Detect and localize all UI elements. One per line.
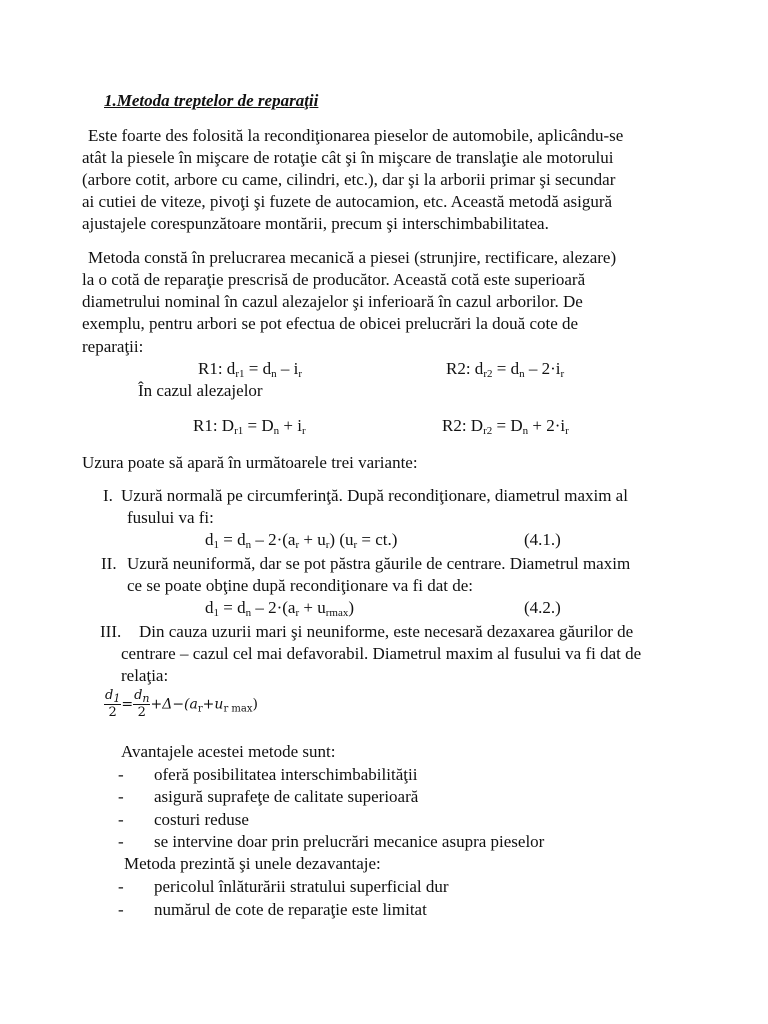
case1-line-1: Uzură normală pe circumferinţă. După recondiţionare, diametrul maxim al (121, 486, 628, 505)
disadvantage-item: - numărul de cote de reparaţie este limitat (118, 900, 427, 919)
case2-line-2: ce se poate obţine după recondiţionare va fi dat de: (127, 576, 473, 595)
advantages-heading: Avantajele acestei metode sunt: (121, 742, 336, 761)
para2-line-1: Metoda constă în prelucrarea mecanică a piesei (strunjire, rectificare, alezare) (88, 248, 617, 267)
shaft-r2-formula: R2: $d_{r2} = d_n - 2\cdot i_r$ (446, 359, 565, 380)
para1-line-5: ajustajele corespunzătoare montării, precum şi interschimbabilitatea. (82, 214, 549, 233)
fraction-d1-over-2: $\frac{d_1}{2}$ (105, 688, 121, 720)
para1-line-1: Este foarte des folosită la recondiţionarea pieselor de automobile, aplicându-se (88, 126, 624, 145)
case3-line-3: relaţia: (121, 666, 169, 685)
case1-line-2: fusului va fi: (127, 508, 214, 527)
para2-line-2: la o cotă de reparaţie prescrisă de producător. Această cotă este superioară (82, 270, 586, 289)
bore-r1-formula: R1: $D_{r1} = D_n + i_r$ (193, 416, 306, 437)
case3-formula: $\frac{d_1}{2}$ = $\frac{d_n}{2}$ $+\Delta-(a_r+u_{r max})$ (105, 688, 258, 720)
fraction-dn-over-2: $\frac{d_n}{2}$ (134, 688, 150, 720)
para1-line-4: ai cutiei de viteze, pivoţi şi fuzete de autocamion, etc. Această metodă asigură (82, 192, 613, 211)
para1-line-2: atât la piesele în mişcare de rotaţie cât şi în mişcare de translaţie ale motorului (82, 148, 614, 167)
case2-equation: $d_1 = d_n - 2\cdot(a_r + u_{rmax})$ (205, 598, 355, 619)
wear-intro: Uzura poate să apară în următoarele trei variante: (82, 453, 418, 472)
case3-line-2: centrare – cazul cel mai defavorabil. Diametrul maxim al fusului va fi dat de (121, 644, 642, 663)
case1-equation: $d_1 = d_n - 2\cdot(a_r + u_r) (u_r = ct.)$ (205, 530, 398, 551)
bore-r2-formula: R2: $D_{r2} = D_n + 2\cdot i_r$ (442, 416, 569, 437)
bore-heading: În cazul alezajelor (138, 381, 263, 400)
section-title: 1.Metoda treptelor de reparaţii (104, 91, 319, 110)
para2-line-3: diametrului nominal în cazul alezajelor şi inferioară în cazul arborilor. De (82, 292, 583, 311)
advantage-item: - costuri reduse (118, 810, 249, 829)
case2-numeral: II. (101, 554, 117, 573)
case3-line-1: Din cauza uzurii mari şi neuniforme, este necesară dezaxarea găurilor de (139, 622, 634, 641)
advantage-item: - asigură suprafeţe de calitate superioară (118, 787, 419, 806)
para2-line-5: reparaţii: (82, 337, 144, 356)
case1-numeral: I. (103, 486, 113, 505)
disadvantages-heading: Metoda prezintă şi unele dezavantaje: (124, 854, 381, 873)
disadvantage-item: - pericolul înlăturării stratului superficial dur (118, 877, 449, 896)
shaft-r1-formula: R1: $d_{r1} = d_n - i_r$ (198, 359, 302, 380)
para1-line-3: (arbore cotit, arbore cu came, cilindri, etc.), dar şi la arborii primar şi secundar (82, 170, 616, 189)
case1-eq-number: (4.1.) (524, 530, 561, 549)
case3-numeral: III. (100, 622, 122, 641)
advantage-item: - oferă posibilitatea interschimbabilităţii (118, 765, 418, 784)
case2-eq-number: (4.2.) (524, 598, 561, 617)
advantage-item: - se intervine doar prin prelucrări mecanice asupra pieselor (118, 832, 545, 851)
case2-line-1: Uzură neuniformă, dar se pot păstra găurile de centrare. Diametrul maxim (127, 554, 631, 573)
para2-line-4: exemplu, pentru arbori se pot efectua de obicei prelucrări la două cote de (82, 314, 579, 333)
